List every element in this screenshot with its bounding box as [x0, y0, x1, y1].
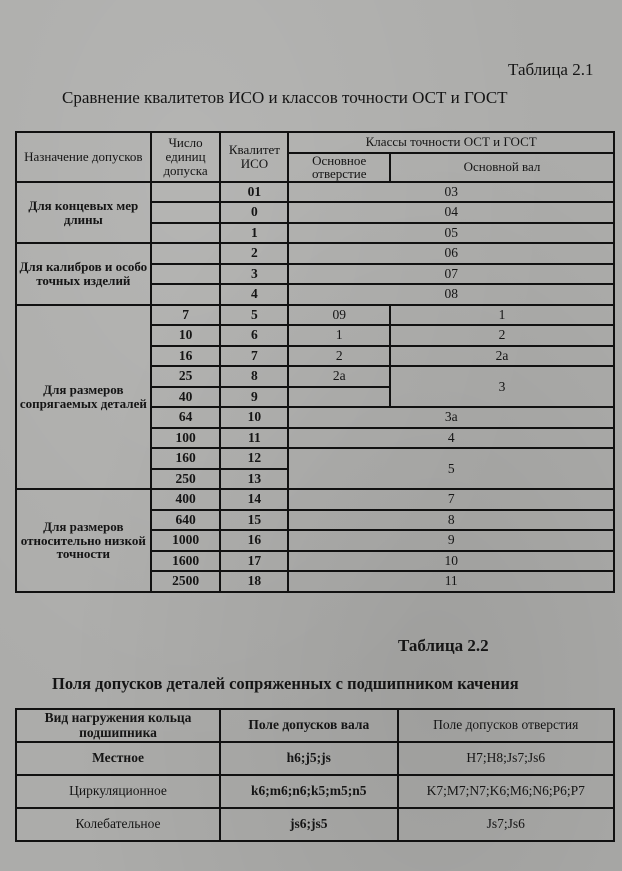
- quality-cell: 15: [220, 510, 288, 531]
- class-cell: 03: [288, 182, 614, 203]
- class-cell: 7: [288, 489, 614, 510]
- hole-class-cell: 09: [288, 305, 390, 326]
- units-cell: 1000: [151, 530, 221, 551]
- units-cell: 64: [151, 407, 221, 428]
- group-mating: Для размеров сопрягаемых деталей: [16, 305, 151, 490]
- quality-cell: 13: [220, 469, 288, 490]
- quality-cell: 11: [220, 428, 288, 449]
- units-cell: 7: [151, 305, 221, 326]
- load-cell: Местное: [16, 742, 220, 775]
- units-cell: 250: [151, 469, 221, 490]
- shaft-class-cell: 2: [390, 325, 614, 346]
- header-classes: Классы точности ОСТ и ГОСТ: [288, 132, 614, 153]
- group-low-precision: Для размеров относительно низкой точности: [16, 489, 151, 592]
- quality-cell: 5: [220, 305, 288, 326]
- table1-label: Таблица 2.1: [508, 60, 594, 79]
- load-cell: Колебательное: [16, 808, 220, 841]
- shaft-class-cell: 2а: [390, 346, 614, 367]
- quality-cell: 8: [220, 366, 288, 387]
- class-cell: 4: [288, 428, 614, 449]
- units-cell: 640: [151, 510, 221, 531]
- shaft-field-cell: js6;js5: [220, 808, 397, 841]
- class-cell: 3а: [288, 407, 614, 428]
- header-hole: Основное отверстие: [288, 153, 390, 182]
- table-row: [16, 305, 614, 326]
- class-cell: 8: [288, 510, 614, 531]
- header-shaft-field: Поле допусков вала: [220, 709, 397, 742]
- header-load: Вид нагружения кольца подшипника: [16, 709, 220, 742]
- units-cell: 25: [151, 366, 221, 387]
- units-cell: 160: [151, 448, 221, 469]
- table1-title: Сравнение квалитетов ИСО и классов точности ОСТ и ГОСТ: [62, 88, 508, 107]
- units-cell: 40: [151, 387, 221, 408]
- class-cell: 9: [288, 530, 614, 551]
- table-row: [16, 489, 614, 510]
- quality-cell: 10: [220, 407, 288, 428]
- units-cell: 10: [151, 325, 221, 346]
- table-row: [16, 742, 614, 775]
- hole-class-cell: [288, 387, 390, 408]
- quality-cell: 18: [220, 571, 288, 592]
- class-cell: 11: [288, 571, 614, 592]
- hole-class-cell: 2: [288, 346, 390, 367]
- quality-cell: 1: [220, 223, 288, 244]
- table2-title: Поля допусков деталей сопряженных с подшипником качения: [52, 674, 519, 693]
- header-shaft: Основной вал: [390, 153, 614, 182]
- group-calibers: Для калибров и особо точных изделий: [16, 243, 151, 305]
- hole-field-cell: H7;H8;Js7;Js6: [398, 742, 615, 775]
- quality-cell: 0: [220, 202, 288, 223]
- units-cell: [151, 284, 221, 305]
- table-row: [16, 808, 614, 841]
- hole-field-cell: K7;M7;N7;K6;M6;N6;P6;P7: [398, 775, 615, 808]
- header-hole-field: Поле допусков отверстия: [398, 709, 615, 742]
- class-cell: 08: [288, 284, 614, 305]
- shaft-field-cell: h6;j5;js: [220, 742, 397, 775]
- table-row: [16, 775, 614, 808]
- quality-cell: 16: [220, 530, 288, 551]
- units-cell: 400: [151, 489, 221, 510]
- quality-cell: 4: [220, 284, 288, 305]
- class-cell: 06: [288, 243, 614, 264]
- quality-cell: 17: [220, 551, 288, 572]
- class-cell: 04: [288, 202, 614, 223]
- units-cell: 1600: [151, 551, 221, 572]
- units-cell: [151, 202, 221, 223]
- quality-cell: 7: [220, 346, 288, 367]
- header-purpose: Назначение допусков: [16, 132, 151, 182]
- quality-cell: 6: [220, 325, 288, 346]
- units-cell: 16: [151, 346, 221, 367]
- bearing-tolerance-table: [15, 708, 615, 842]
- quality-cell: 9: [220, 387, 288, 408]
- quality-cell: 14: [220, 489, 288, 510]
- class-cell: 5: [288, 448, 614, 489]
- hole-field-cell: Js7;Js6: [398, 808, 615, 841]
- units-cell: [151, 264, 221, 285]
- hole-class-cell: 1: [288, 325, 390, 346]
- hole-class-cell: 2а: [288, 366, 390, 387]
- units-cell: [151, 243, 221, 264]
- class-cell: 05: [288, 223, 614, 244]
- shaft-class-cell: 1: [390, 305, 614, 326]
- shaft-class-cell: 3: [390, 366, 614, 407]
- table-row: [16, 182, 614, 203]
- group-gauge-blocks: Для концевых мер длины: [16, 182, 151, 244]
- quality-cell: 3: [220, 264, 288, 285]
- header-quality: Квалитет ИСО: [220, 132, 288, 182]
- table-row: [16, 243, 614, 264]
- units-cell: [151, 223, 221, 244]
- class-cell: 07: [288, 264, 614, 285]
- quality-cell: 01: [220, 182, 288, 203]
- load-cell: Циркуляционное: [16, 775, 220, 808]
- header-units: Число единиц допуска: [151, 132, 221, 182]
- units-cell: [151, 182, 221, 203]
- units-cell: 2500: [151, 571, 221, 592]
- shaft-field-cell: k6;m6;n6;k5;m5;n5: [220, 775, 397, 808]
- quality-cell: 12: [220, 448, 288, 469]
- units-cell: 100: [151, 428, 221, 449]
- class-cell: 10: [288, 551, 614, 572]
- quality-cell: 2: [220, 243, 288, 264]
- quality-comparison-table: [15, 131, 615, 593]
- table2-label: Таблица 2.2: [398, 636, 489, 655]
